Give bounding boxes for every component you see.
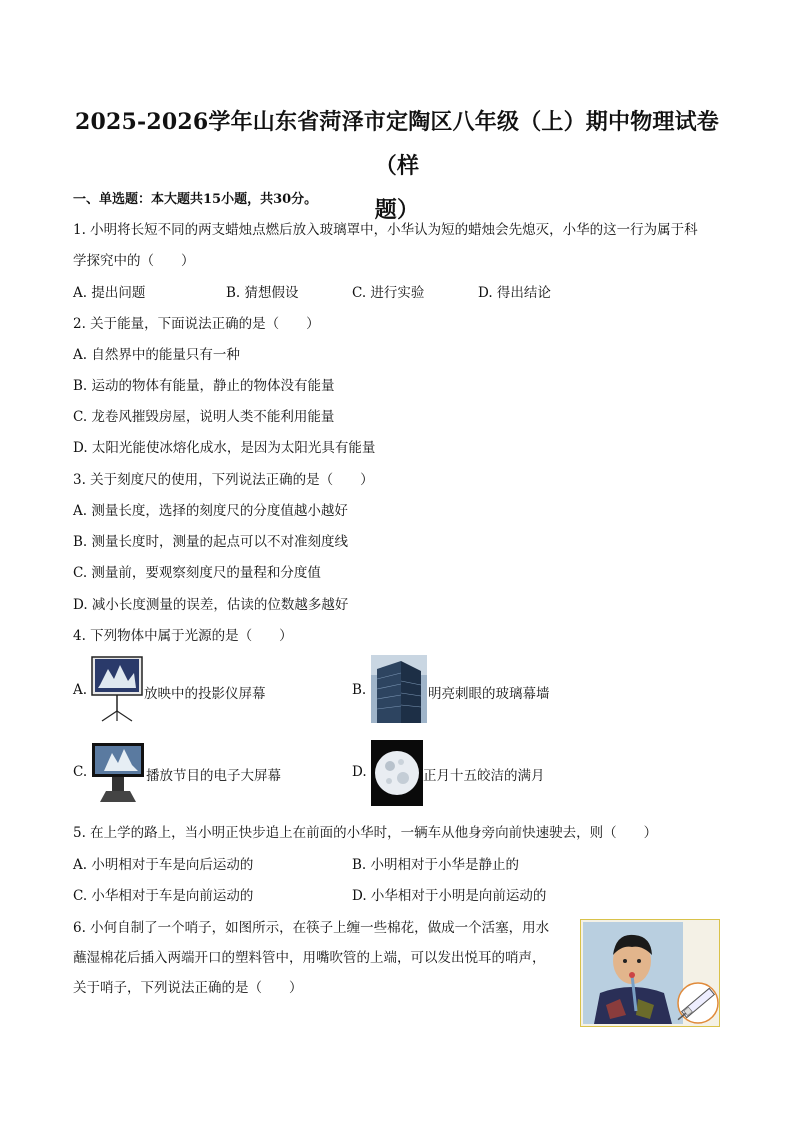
q2-stem: 2. 关于能量，下面说法正确的是（ ） [73,316,320,332]
q1-option-d: D. 得出结论 [478,285,551,301]
electronic-screen-image [90,741,146,803]
q5-stem: 5. 在上学的路上，当小明正快步追上在前面的小华时，一辆车从他身旁向前快速驶去，则（ ） [73,825,658,841]
q5-option-b: B. 小明相对于小华是静止的 [352,857,520,873]
full-moon-image [371,740,423,806]
q1-stem-line-2: 学探究中的（ ） [73,253,195,269]
q1-option-c: C. 进行实验 [352,285,425,301]
q4-option-b-letter: B. [352,682,367,698]
q2-option-c: C. 龙卷风摧毁房屋，说明人类不能利用能量 [73,409,335,425]
q2-option-d: D. 太阳光能使冰熔化成水，是因为太阳光具有能量 [73,440,376,456]
q3-option-b: B. 测量长度时，测量的起点可以不对准刻度线 [73,534,349,550]
q1-option-b: B. 猜想假设 [226,285,299,301]
q6-stem-line-2: 蘸湿棉花后插入两端开口的塑料管中，用嘴吹管的上端，可以发出悦耳的哨声， [73,950,546,966]
q4-option-a-text: 放映中的投影仪屏幕 [144,686,266,702]
q4-option-b-text: 明亮刺眼的玻璃幕墙 [428,686,550,702]
q5-option-a: A. 小明相对于车是向后运动的 [73,857,254,873]
q4-option-d-text: 正月十五皎洁的满月 [423,768,545,784]
q2-option-b: B. 运动的物体有能量，静止的物体没有能量 [73,378,335,394]
section-heading: 一、单选题：本大题共15小题，共30分。 [73,192,318,207]
q4-option-d-letter: D. [352,764,367,780]
q1-option-a: A. 提出问题 [73,285,146,301]
q5-option-d: D. 小华相对于小明是向前运动的 [352,888,547,904]
q6-stem-line-1: 6. 小何自制了一个哨子，如图所示，在筷子上缠一些棉花，做成一个活塞，用水 [73,920,550,936]
title-line-2: 题） [374,197,420,223]
q3-option-d: D. 减小长度测量的误差，估读的位数越多越好 [73,597,349,613]
exam-title [60,100,734,232]
q4-stem: 4. 下列物体中属于光源的是（ ） [73,628,293,644]
projector-screen-image [90,655,144,723]
q1-stem-line-1: 1. 小明将长短不同的两支蜡烛点燃后放入玻璃罩中，小华认为短的蜡烛会先熄灭，小华的这一行为属于科 [73,222,698,238]
q3-stem: 3. 关于刻度尺的使用，下列说法正确的是（ ） [73,472,374,488]
q2-option-a: A. 自然界中的能量只有一种 [73,347,240,363]
glass-curtain-wall-image [371,655,427,723]
title-line-1: 2025-2026学年山东省菏泽市定陶区八年级（上）期中物理试卷（样 [75,109,719,179]
q4-option-c-text: 播放节目的电子大屏幕 [146,768,281,784]
q6-stem-line-3: 关于哨子，下列说法正确的是（ ） [73,980,303,996]
q3-option-a: A. 测量长度，选择的刻度尺的分度值越小越好 [73,503,348,519]
boy-with-whistle-image [580,919,720,1027]
q3-option-c: C. 测量前，要观察刻度尺的量程和分度值 [73,565,321,581]
q4-option-a-letter: A. [73,682,88,698]
q4-option-c-letter: C. [73,764,88,780]
q5-option-c: C. 小华相对于车是向前运动的 [73,888,254,904]
